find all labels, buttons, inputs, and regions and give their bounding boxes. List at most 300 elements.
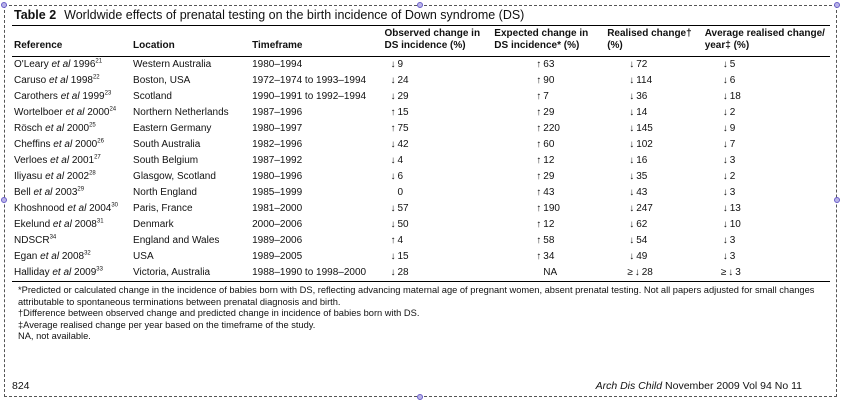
- cell-location: North England: [133, 187, 197, 198]
- cell-realised-number: 145: [636, 123, 653, 134]
- arrow-down-icon: ↓: [722, 91, 728, 102]
- cell-expected: [492, 121, 605, 137]
- cell-average-number: 18: [729, 91, 741, 102]
- resize-handle-top-left[interactable]: [1, 2, 7, 8]
- cell-observed-value: [384, 59, 403, 70]
- reference-author: Cheffins: [14, 139, 51, 150]
- cell-realised: [605, 121, 703, 137]
- cell-realised-number: 43: [636, 187, 648, 198]
- cell-realised-number: 114: [636, 75, 653, 86]
- resize-handle-bottom-center[interactable]: [417, 394, 423, 400]
- cell-realised-value: [607, 187, 647, 198]
- cell-observed: [382, 169, 492, 185]
- cell-expected-value: [494, 235, 554, 246]
- cell-realised-value: [607, 251, 647, 262]
- cell-expected-number: 29: [543, 171, 555, 182]
- cell-realised-value: [607, 107, 647, 118]
- table-body: [12, 57, 830, 282]
- cell-realised-number: 72: [636, 59, 648, 70]
- cell-expected-value: [494, 107, 554, 118]
- cell-observed: [382, 201, 492, 217]
- reference-author: Verloes: [14, 155, 48, 166]
- cell-average-value: [705, 267, 741, 278]
- cell-location: Paris, France: [133, 203, 193, 214]
- cell-average-number: 9: [729, 123, 736, 134]
- cell-reference: [12, 185, 131, 201]
- cell-average: [703, 57, 830, 74]
- cell-observed: [382, 57, 492, 74]
- arrow-down-icon: ↓: [629, 171, 635, 182]
- cell-expected-value: [494, 155, 554, 166]
- cell-average-value: [705, 59, 736, 70]
- cell-location: Northern Netherlands: [133, 107, 229, 118]
- cell-average-number: 3: [729, 155, 736, 166]
- arrow-down-icon: ↓: [390, 203, 396, 214]
- cell-observed-value: [384, 171, 403, 182]
- reference-citation: 22: [92, 74, 100, 81]
- cell-location: South Belgium: [133, 155, 199, 166]
- cell-average-value: [705, 155, 736, 166]
- cell-observed-value: [384, 187, 403, 198]
- cell-average-value: [705, 203, 741, 214]
- cell-timeframe: 1985–1999: [252, 187, 303, 198]
- cell-expected-number: 90: [543, 75, 555, 86]
- arrow-down-icon: ↓: [722, 171, 728, 182]
- cell-observed-value: [384, 91, 408, 102]
- cell-expected-number: 190: [543, 203, 560, 214]
- cell-observed-number: 29: [397, 91, 409, 102]
- cell-average: [703, 217, 830, 233]
- reference-etal: et al: [60, 91, 80, 102]
- reference-etal: et al: [45, 171, 65, 182]
- cell-expected-value: [494, 203, 560, 214]
- arrow-down-icon: ↓: [722, 235, 728, 246]
- cell-expected: [492, 137, 605, 153]
- cell-realised-number: 62: [636, 219, 648, 230]
- arrow-up-icon: ↑: [536, 171, 542, 182]
- reference-citation: 23: [104, 90, 112, 97]
- reference-author: Caruso: [14, 75, 47, 86]
- table-row: [12, 57, 830, 74]
- cell-expected-number: 7: [543, 91, 549, 102]
- arrow-down-icon: ↓: [722, 219, 728, 230]
- reference-author: Bell: [14, 187, 31, 198]
- cell-realised-number: 54: [636, 235, 648, 246]
- cell-realised-value: [607, 267, 653, 278]
- cell-timeframe: 1972–1974 to 1993–1994: [252, 75, 367, 86]
- cell-realised-value: [607, 203, 653, 214]
- cell-reference: [12, 201, 131, 217]
- cell-average: [703, 105, 830, 121]
- cell-expected: [492, 233, 605, 249]
- arrow-down-icon: ↓: [390, 59, 396, 70]
- reference-etal: et al: [45, 123, 65, 134]
- arrow-down-icon: ↓: [722, 155, 728, 166]
- cell-observed: [382, 153, 492, 169]
- cell-realised-number: 16: [636, 155, 648, 166]
- cell-expected-number: 58: [543, 235, 555, 246]
- cell-expected: [492, 201, 605, 217]
- arrow-up-icon: ↑: [536, 155, 542, 166]
- cell-observed: [382, 265, 492, 282]
- cell-location: USA: [133, 251, 154, 262]
- table-row: [12, 137, 830, 153]
- reference-author: Iliyasu: [14, 171, 43, 182]
- cell-average-value: [705, 91, 741, 102]
- cell-realised: [605, 89, 703, 105]
- arrow-up-icon: ↑: [390, 123, 396, 134]
- cell-timeframe: 1982–1996: [252, 139, 303, 150]
- cell-expected: [492, 153, 605, 169]
- arrow-down-icon: ↓: [629, 235, 635, 246]
- reference-etal: et al: [51, 59, 71, 70]
- cell-observed-value: [384, 155, 403, 166]
- reference-year: 2000: [87, 107, 110, 118]
- cell-average-number: 7: [729, 139, 736, 150]
- cell-reference: [12, 105, 131, 121]
- cell-observed-value: [384, 235, 403, 246]
- cell-realised-number: 35: [636, 171, 648, 182]
- cell-expected-number: 12: [543, 155, 555, 166]
- cell-realised: [605, 137, 703, 153]
- cell-observed-number: 4: [397, 235, 404, 246]
- header-expected: Expected change in DS incidence* (%): [492, 26, 605, 57]
- journal-name: Arch Dis Child: [595, 380, 663, 392]
- reference-citation: 28: [89, 170, 96, 177]
- arrow-down-icon: ↓: [629, 219, 635, 230]
- cell-average: [703, 249, 830, 265]
- table-row: [12, 185, 830, 201]
- table-number: Table 2: [14, 8, 57, 22]
- cell-location: Boston, USA: [133, 75, 191, 86]
- table-row: [12, 201, 830, 217]
- arrow-down-icon: ↓: [722, 123, 728, 134]
- cell-realised-value: [607, 91, 647, 102]
- cell-realised-value: [607, 235, 647, 246]
- cell-realised: [605, 169, 703, 185]
- cell-location: Denmark: [133, 219, 174, 230]
- cell-average: [703, 153, 830, 169]
- cell-realised: [605, 249, 703, 265]
- arrow-down-icon: ↓: [728, 267, 734, 278]
- journal-citation: [596, 380, 802, 392]
- reference-year: 1998: [70, 75, 93, 86]
- data-table: [12, 26, 830, 282]
- cell-reference: [12, 217, 131, 233]
- cell-expected-value: [494, 267, 557, 278]
- cell-realised-value: [607, 171, 647, 182]
- cell-expected: [492, 57, 605, 74]
- footnote-asterisk: *Predicted or calculated change in the incidence of babies born with DS, reflecting advancing maternal age of pregnant women, absent prenatal testing. Not all papers adjusted for small changes attributable to spontaneous terminations between prenatal diagnosis and birth.: [18, 285, 815, 307]
- cell-expected: [492, 185, 605, 201]
- reference-author: Egan: [14, 251, 38, 262]
- cell-observed-number: 4: [397, 155, 404, 166]
- cell-average-value: [705, 107, 736, 118]
- cell-observed: [382, 249, 492, 265]
- reference-etal: et al: [40, 251, 60, 262]
- cell-reference: [12, 265, 131, 282]
- arrow-up-icon: ↑: [390, 235, 396, 246]
- cell-reference: [12, 73, 131, 89]
- reference-year: 2000: [66, 123, 90, 134]
- cell-expected-number: 29: [543, 107, 555, 118]
- cell-location: Western Australia: [133, 59, 212, 70]
- reference-year: 2003: [55, 187, 78, 198]
- table-row: [12, 217, 830, 233]
- cell-average-value: [705, 187, 736, 198]
- reference-year: 1999: [82, 91, 105, 102]
- arrow-down-icon: ↓: [390, 219, 396, 230]
- reference-year: 2000: [74, 139, 98, 150]
- arrow-down-icon: ↓: [629, 203, 635, 214]
- greater-equal-icon: ≥: [627, 267, 633, 278]
- reference-citation: 32: [84, 250, 91, 257]
- arrow-up-icon: ↑: [536, 203, 542, 214]
- cell-average-number: 2: [729, 171, 736, 182]
- resize-handle-middle-left[interactable]: [1, 197, 7, 203]
- cell-timeframe: 1981–2000: [252, 203, 303, 214]
- cell-observed: [382, 89, 492, 105]
- cell-realised-number: 49: [636, 251, 648, 262]
- cell-observed-value: [384, 107, 408, 118]
- cell-observed-value: [384, 75, 408, 86]
- reference-citation: 30: [111, 202, 119, 209]
- cell-expected: [492, 73, 605, 89]
- cell-average-number: 3: [729, 187, 736, 198]
- reference-citation: 24: [109, 106, 117, 113]
- arrow-down-icon: ↓: [722, 251, 728, 262]
- reference-etal: et al: [52, 267, 72, 278]
- table-row: [12, 233, 830, 249]
- footnote-double-dagger: ‡Average realised change per year based on the timeframe of the study.: [18, 319, 316, 330]
- page-number: 824: [12, 380, 30, 392]
- cell-average-value: [705, 171, 736, 182]
- cell-observed-number: 28: [397, 267, 409, 278]
- arrow-down-icon: ↓: [629, 139, 635, 150]
- page-footer: [12, 380, 802, 392]
- reference-etal: et al: [65, 107, 85, 118]
- cell-average-number: 5: [729, 59, 736, 70]
- cell-timeframe: 1980–1994: [252, 59, 303, 70]
- cell-average-value: [705, 123, 736, 134]
- cell-realised: [605, 153, 703, 169]
- cell-observed-number: 50: [397, 219, 409, 230]
- header-timeframe: Timeframe: [250, 26, 382, 57]
- resize-handle-middle-right[interactable]: [834, 197, 840, 203]
- cell-realised: [605, 73, 703, 89]
- cell-average: [703, 265, 830, 282]
- cell-observed: [382, 73, 492, 89]
- arrow-down-icon: ↓: [722, 75, 728, 86]
- cell-timeframe: 1980–1997: [252, 123, 303, 134]
- cell-timeframe: 2000–2006: [252, 219, 303, 230]
- cell-average-value: [705, 251, 736, 262]
- footnote-dagger: †Difference between observed change and predicted change in incidence of babies born with DS.: [18, 308, 420, 318]
- cell-realised-number: 28: [641, 267, 653, 278]
- header-average: Average realised change/ year‡ (%): [703, 26, 830, 57]
- arrow-up-icon: ↑: [536, 107, 542, 118]
- arrow-down-icon: ↓: [390, 75, 396, 86]
- reference-author: Carothers: [14, 91, 58, 102]
- cell-expected-value: [494, 219, 554, 230]
- cell-expected-number: 60: [543, 139, 555, 150]
- cell-observed-number: 0: [397, 187, 404, 198]
- cell-observed-number: 15: [397, 107, 409, 118]
- cell-realised: [605, 233, 703, 249]
- journal-issue: November 2009 Vol 94 No 11: [665, 380, 802, 392]
- reference-year: 2002: [66, 171, 90, 182]
- arrow-up-icon: ↑: [536, 91, 542, 102]
- arrow-down-icon: ↓: [629, 123, 635, 134]
- cell-expected-number: 43: [543, 187, 555, 198]
- arrow-down-icon: ↓: [390, 251, 396, 262]
- cell-average-value: [705, 75, 736, 86]
- header-location: Location: [131, 26, 250, 57]
- cell-expected-number: 12: [543, 219, 555, 230]
- cell-timeframe: 1989–2006: [252, 235, 303, 246]
- reference-citation: 31: [96, 218, 104, 225]
- cell-reference: [12, 137, 131, 153]
- cell-average: [703, 233, 830, 249]
- cell-observed-number: 6: [397, 171, 404, 182]
- reference-year: 2001: [71, 155, 95, 166]
- arrow-down-icon: ↓: [722, 139, 728, 150]
- cell-average-number: 10: [729, 219, 741, 230]
- arrow-down-icon: ↓: [390, 155, 396, 166]
- arrow-up-icon: ↑: [536, 235, 542, 246]
- cell-reference: [12, 121, 131, 137]
- arrow-up-icon: ↑: [536, 139, 542, 150]
- arrow-up-icon: ↑: [536, 219, 542, 230]
- cell-expected-value: [494, 123, 560, 134]
- arrow-up-icon: ↑: [390, 107, 396, 118]
- cell-timeframe: 1987–1996: [252, 107, 303, 118]
- cell-expected-number: 34: [543, 251, 555, 262]
- cell-realised-value: [607, 59, 647, 70]
- table-row: [12, 249, 830, 265]
- cell-observed: [382, 121, 492, 137]
- table-title: Worldwide effects of prenatal testing on the birth incidence of Down syndrome (DS): [64, 8, 525, 22]
- reference-citation: 34: [49, 234, 57, 241]
- reference-etal: et al: [53, 139, 73, 150]
- cell-realised: [605, 265, 703, 282]
- reference-citation: 27: [94, 154, 101, 161]
- cell-observed: [382, 217, 492, 233]
- reference-author: Khoshnood: [14, 203, 65, 214]
- cell-observed-number: 15: [397, 251, 409, 262]
- reference-author: O'Leary: [14, 59, 49, 70]
- cell-reference: [12, 89, 131, 105]
- cell-realised: [605, 217, 703, 233]
- cell-observed: [382, 233, 492, 249]
- cell-expected-number: 63: [543, 59, 555, 70]
- cell-timeframe: 1989–2005: [252, 251, 303, 262]
- cell-location: England and Wales: [133, 235, 220, 246]
- arrow-up-icon: ↑: [536, 75, 542, 86]
- cell-expected-value: [494, 187, 554, 198]
- cell-expected-value: [494, 75, 554, 86]
- cell-realised: [605, 57, 703, 74]
- cell-average-value: [705, 139, 736, 150]
- cell-location: South Australia: [133, 139, 201, 150]
- arrow-down-icon: ↓: [629, 187, 635, 198]
- table-row: [12, 73, 830, 89]
- arrow-up-icon: ↑: [536, 187, 542, 198]
- reference-citation: 21: [95, 58, 103, 65]
- cell-observed-value: [384, 251, 408, 262]
- cell-reference: [12, 169, 131, 185]
- cell-realised-number: 36: [636, 91, 648, 102]
- arrow-down-icon: ↓: [390, 91, 396, 102]
- resize-handle-top-right[interactable]: [834, 2, 840, 8]
- arrow-down-icon: ↓: [390, 139, 396, 150]
- cell-average: [703, 121, 830, 137]
- reference-citation: 33: [96, 266, 103, 273]
- cell-location: Eastern Germany: [133, 123, 212, 134]
- cell-observed-number: 57: [397, 203, 409, 214]
- cell-realised: [605, 185, 703, 201]
- arrow-down-icon: ↓: [629, 155, 635, 166]
- reference-author: Rösch: [14, 123, 43, 134]
- cell-expected-value: [494, 171, 554, 182]
- reference-citation: 26: [97, 138, 104, 145]
- arrow-up-icon: ↑: [536, 59, 542, 70]
- cell-observed-number: 75: [397, 123, 409, 134]
- arrow-down-icon: ↓: [629, 91, 635, 102]
- cell-realised-value: [607, 139, 653, 150]
- reference-etal: et al: [67, 203, 87, 214]
- cell-expected-value: [494, 59, 554, 70]
- cell-observed: [382, 185, 492, 201]
- arrow-down-icon: ↓: [629, 75, 635, 86]
- header-reference: Reference: [12, 26, 131, 57]
- arrow-down-icon: ↓: [629, 107, 635, 118]
- cell-average: [703, 185, 830, 201]
- cell-observed-value: [384, 267, 408, 278]
- cell-average: [703, 89, 830, 105]
- reference-author: NDSCR: [14, 235, 50, 246]
- reference-author: Halliday: [14, 267, 50, 278]
- cell-location: Victoria, Australia: [131, 265, 250, 282]
- cell-realised-number: 102: [636, 139, 653, 150]
- cell-expected-value: [494, 139, 554, 150]
- cell-observed-value: [384, 203, 408, 214]
- cell-observed-value: [384, 123, 408, 134]
- reference-etal: et al: [50, 155, 70, 166]
- cell-observed-value: [384, 139, 408, 150]
- cell-timeframe: 1988–1990 to 1998–2000: [250, 265, 382, 282]
- cell-expected-number: NA: [543, 267, 558, 278]
- reference-year: 1996: [73, 59, 96, 70]
- table-row: [12, 89, 830, 105]
- reference-etal: et al: [52, 219, 72, 230]
- cell-average-value: [705, 219, 741, 230]
- cell-average-number: 13: [729, 203, 741, 214]
- footnote-na: NA, not available.: [18, 331, 91, 341]
- table-caption: [12, 7, 830, 26]
- reference-citation: 25: [89, 122, 96, 129]
- header-realised: Realised change† (%): [605, 26, 703, 57]
- arrow-down-icon: ↓: [629, 251, 635, 262]
- cell-reference: [12, 153, 131, 169]
- cell-timeframe: 1990–1991 to 1992–1994: [252, 91, 367, 102]
- cell-observed-value: [384, 219, 408, 230]
- cell-reference: [12, 233, 131, 249]
- cell-average-number: 3: [729, 251, 736, 262]
- arrow-up-icon: ↑: [536, 123, 542, 134]
- reference-year: 2009: [74, 267, 97, 278]
- table-row: [12, 265, 830, 282]
